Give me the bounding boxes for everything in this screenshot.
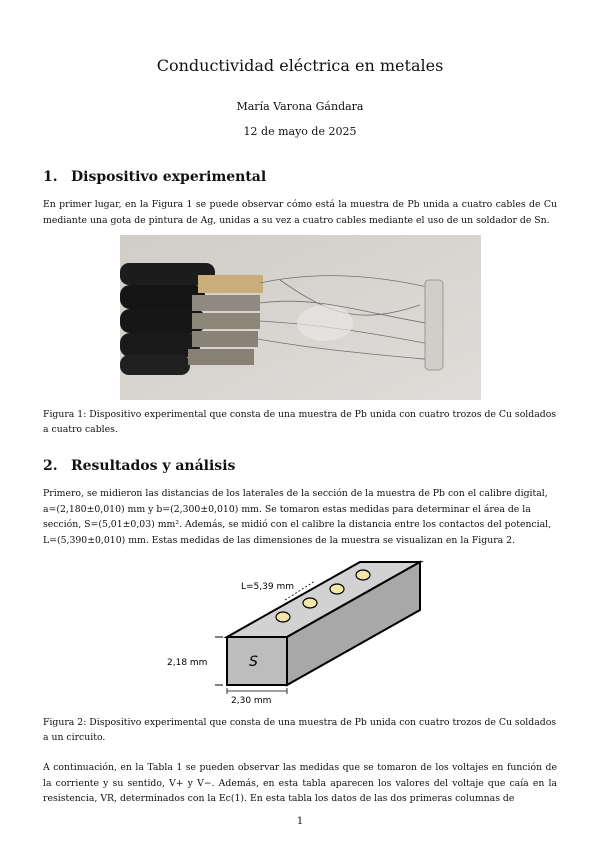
section-heading-2: [43, 458, 235, 474]
section-number: 1.: [43, 169, 58, 185]
paper-title: Conductividad eléctrica en metales: [156, 56, 444, 75]
paragraph-2-line: a=(2,180±0,010) mm y b=(2,300±0,010) mm. Se tomaron estas medidas para determinar el área de la: [43, 503, 531, 515]
copper-pieces: [188, 275, 263, 365]
figure-2-diagram: [155, 555, 445, 710]
paragraph-2: [43, 486, 557, 548]
paragraph-1: En primer lugar, en la Figura 1 se puede observar cómo está la muestra de Pb unida a cuatro cables de Cu mediante una gota de pintura de Ag, unidas a su vez a cuatro cables mediante el uso de un soldador de Sn.: [43, 199, 557, 226]
author: María Varona Gándara: [236, 100, 364, 113]
width-label: 2,30 mm: [231, 696, 272, 706]
paragraph-2-line: sección, S=(5,01±0,03) mm². Además, se midió con el calibre la distancia entre los contactos del potencial,: [43, 519, 552, 530]
section-number: 2.: [43, 458, 58, 474]
section-title: Dispositivo experimental: [71, 169, 267, 185]
page-number: 1: [296, 816, 304, 827]
height-label: 2,18 mm: [167, 658, 208, 668]
section-title: Resultados y análisis: [71, 458, 236, 474]
section-heading-1: [43, 169, 266, 185]
date: 12 de mayo de 2025: [243, 125, 357, 138]
figure-2-caption: Figura 2: Dispositivo experimental que consta de una muestra de Pb unida con cuatro trozos de Cu soldados a un circuito.: [43, 717, 557, 743]
figure-1-caption: Figura 1: Dispositivo experimental que consta de una muestra de Pb unida con cuatro trozos de Cu soldados a cuatro cables.: [43, 409, 557, 435]
figure-1-photo: [120, 235, 481, 400]
paragraph-2-line: L=(5,390±0,010) mm. Estas medidas de las dimensiones de la muestra se visualizan en la Figura 2.: [43, 534, 516, 546]
pb-sample: [425, 280, 443, 370]
section-area-label: S: [249, 654, 258, 670]
paragraph-3: A continuación, en la Tabla 1 se pueden observar las medidas que se tomaron de los voltajes en función de la corriente y su sentido, V+ y V−. Además, en esta tabla aparecen los valores del voltaje que caía en la resistencia, VR, determinados con la Ec(1). En esta tabla los datos de las dos primeras columnas de: [43, 762, 557, 804]
l-label: L=5,39 mm: [241, 582, 294, 592]
paragraph-2-line: Primero, se midieron las distancias de los laterales de la sección de la muestra de Pb con el calibre digital,: [43, 488, 548, 499]
